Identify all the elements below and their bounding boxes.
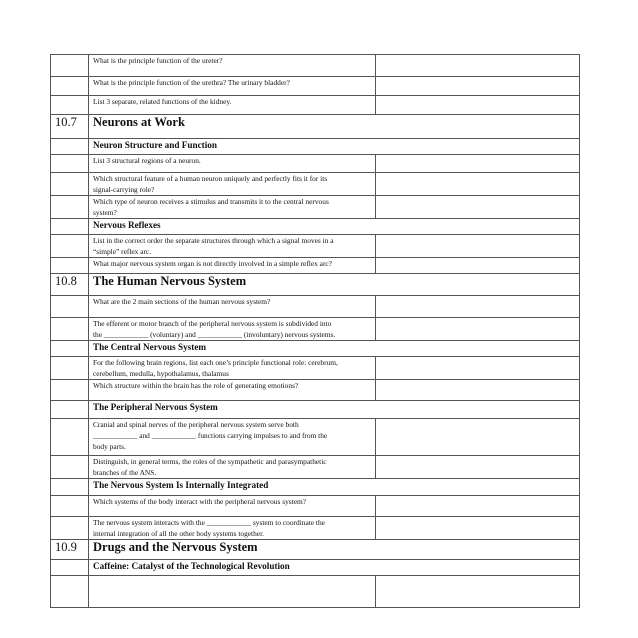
section-number-cell: [51, 296, 89, 318]
question-cell: List 3 structural regions of a neuron.: [89, 155, 376, 173]
section-title: Drugs and the Nervous System: [89, 540, 580, 560]
question-row: [51, 456, 580, 479]
worksheet-body: [51, 55, 580, 608]
answer-cell[interactable]: [376, 456, 580, 479]
question-row: [51, 576, 580, 608]
section-number-cell: [51, 235, 89, 258]
question-cell: What is the principle function of the urethra? The urinary bladder?: [89, 77, 376, 96]
section-number-cell: [51, 196, 89, 219]
section-number-cell: 10.8: [51, 274, 89, 296]
question-row: [51, 77, 580, 96]
section-number-cell: [51, 77, 89, 96]
question-cell: What major nervous system organ is not directly involved in a simple reflex arc?: [89, 258, 376, 274]
section-number-cell: [51, 517, 89, 540]
subsection-row: [51, 401, 580, 419]
question-row: [51, 496, 580, 517]
answer-cell[interactable]: [376, 296, 580, 318]
section-number-cell: [51, 173, 89, 196]
section-row: [51, 115, 580, 139]
answer-cell[interactable]: [376, 155, 580, 173]
section-number-cell: [51, 479, 89, 496]
answer-cell[interactable]: [376, 496, 580, 517]
question-cell: The nervous system interacts with the ____________ system to coordinate the internal integration of all the other body systems together.: [89, 517, 376, 540]
section-number-cell: [51, 576, 89, 608]
section-number-cell: [51, 401, 89, 419]
section-number-cell: [51, 419, 89, 456]
question-row: [51, 318, 580, 341]
question-row: [51, 55, 580, 77]
section-title: The Human Nervous System: [89, 274, 580, 296]
subsection-row: [51, 341, 580, 357]
subsection-title: The Peripheral Nervous System: [89, 401, 580, 419]
question-cell: Which systems of the body interact with the peripheral nervous system?: [89, 496, 376, 517]
answer-cell[interactable]: [376, 419, 580, 456]
section-number-cell: [51, 318, 89, 341]
section-number-cell: [51, 155, 89, 173]
section-number-cell: [51, 55, 89, 77]
subsection-title: Nervous Reflexes: [89, 219, 580, 235]
question-row: [51, 380, 580, 401]
question-cell: What are the 2 main sections of the human nervous system?: [89, 296, 376, 318]
answer-cell[interactable]: [376, 576, 580, 608]
question-row: [51, 419, 580, 456]
subsection-row: [51, 479, 580, 496]
question-row: [51, 296, 580, 318]
question-cell: For the following brain regions, list each one’s principle functional role: cerebrum, cerebellum, medulla, hypothalamus, thalamus: [89, 357, 376, 380]
subsection-row: [51, 560, 580, 576]
section-number-cell: [51, 139, 89, 155]
answer-cell[interactable]: [376, 517, 580, 540]
question-cell: Which type of neuron receives a stimulus and transmits it to the central nervous system?: [89, 196, 376, 219]
section-number-cell: [51, 496, 89, 517]
answer-cell[interactable]: [376, 258, 580, 274]
answer-cell[interactable]: [376, 55, 580, 77]
section-number-cell: [51, 258, 89, 274]
subsection-row: [51, 139, 580, 155]
answer-cell[interactable]: [376, 77, 580, 96]
answer-cell[interactable]: [376, 380, 580, 401]
blank-cell: [89, 576, 376, 608]
section-title: Neurons at Work: [89, 115, 580, 139]
answer-cell[interactable]: [376, 96, 580, 115]
section-number-cell: [51, 341, 89, 357]
subsection-title: The Central Nervous System: [89, 341, 580, 357]
section-number-cell: 10.9: [51, 540, 89, 560]
subsection-title: Caffeine: Catalyst of the Technological Revolution: [89, 560, 580, 576]
subsection-title: Neuron Structure and Function: [89, 139, 580, 155]
section-number-cell: [51, 96, 89, 115]
question-cell: List 3 separate, related functions of the kidney.: [89, 96, 376, 115]
question-cell: Cranial and spinal nerves of the peripheral nervous system serve both ____________ and ____________ functions carrying impulses to and from the body parts.: [89, 419, 376, 456]
question-row: [51, 517, 580, 540]
question-cell: Distinguish, in general terms, the roles of the sympathetic and parasympathetic branches of the ANS.: [89, 456, 376, 479]
question-row: [51, 196, 580, 219]
section-number-cell: [51, 380, 89, 401]
question-cell: The efferent or motor branch of the peripheral nervous system is subdivided into the ____________ (voluntary) and ____________ (involuntary) nervous systems.: [89, 318, 376, 341]
question-row: [51, 235, 580, 258]
question-row: [51, 155, 580, 173]
answer-cell[interactable]: [376, 196, 580, 219]
question-row: [51, 357, 580, 380]
question-cell: Which structural feature of a human neuron uniquely and perfectly fits it for its signal-carrying role?: [89, 173, 376, 196]
subsection-row: [51, 219, 580, 235]
answer-cell[interactable]: [376, 173, 580, 196]
answer-cell[interactable]: [376, 318, 580, 341]
section-number-cell: [51, 357, 89, 380]
section-number-cell: [51, 560, 89, 576]
question-cell: What is the principle function of the ureter?: [89, 55, 376, 77]
question-row: [51, 258, 580, 274]
section-number-cell: [51, 456, 89, 479]
section-row: [51, 274, 580, 296]
answer-cell[interactable]: [376, 235, 580, 258]
question-cell: List in the correct order the separate structures through which a signal moves in a “simple” reflex arc.: [89, 235, 376, 258]
question-row: [51, 96, 580, 115]
answer-cell[interactable]: [376, 357, 580, 380]
question-row: [51, 173, 580, 196]
section-number-cell: 10.7: [51, 115, 89, 139]
question-cell: Which structure within the brain has the role of generating emotions?: [89, 380, 376, 401]
worksheet-table: [50, 54, 580, 608]
section-number-cell: [51, 219, 89, 235]
subsection-title: The Nervous System Is Internally Integrated: [89, 479, 580, 496]
section-row: [51, 540, 580, 560]
